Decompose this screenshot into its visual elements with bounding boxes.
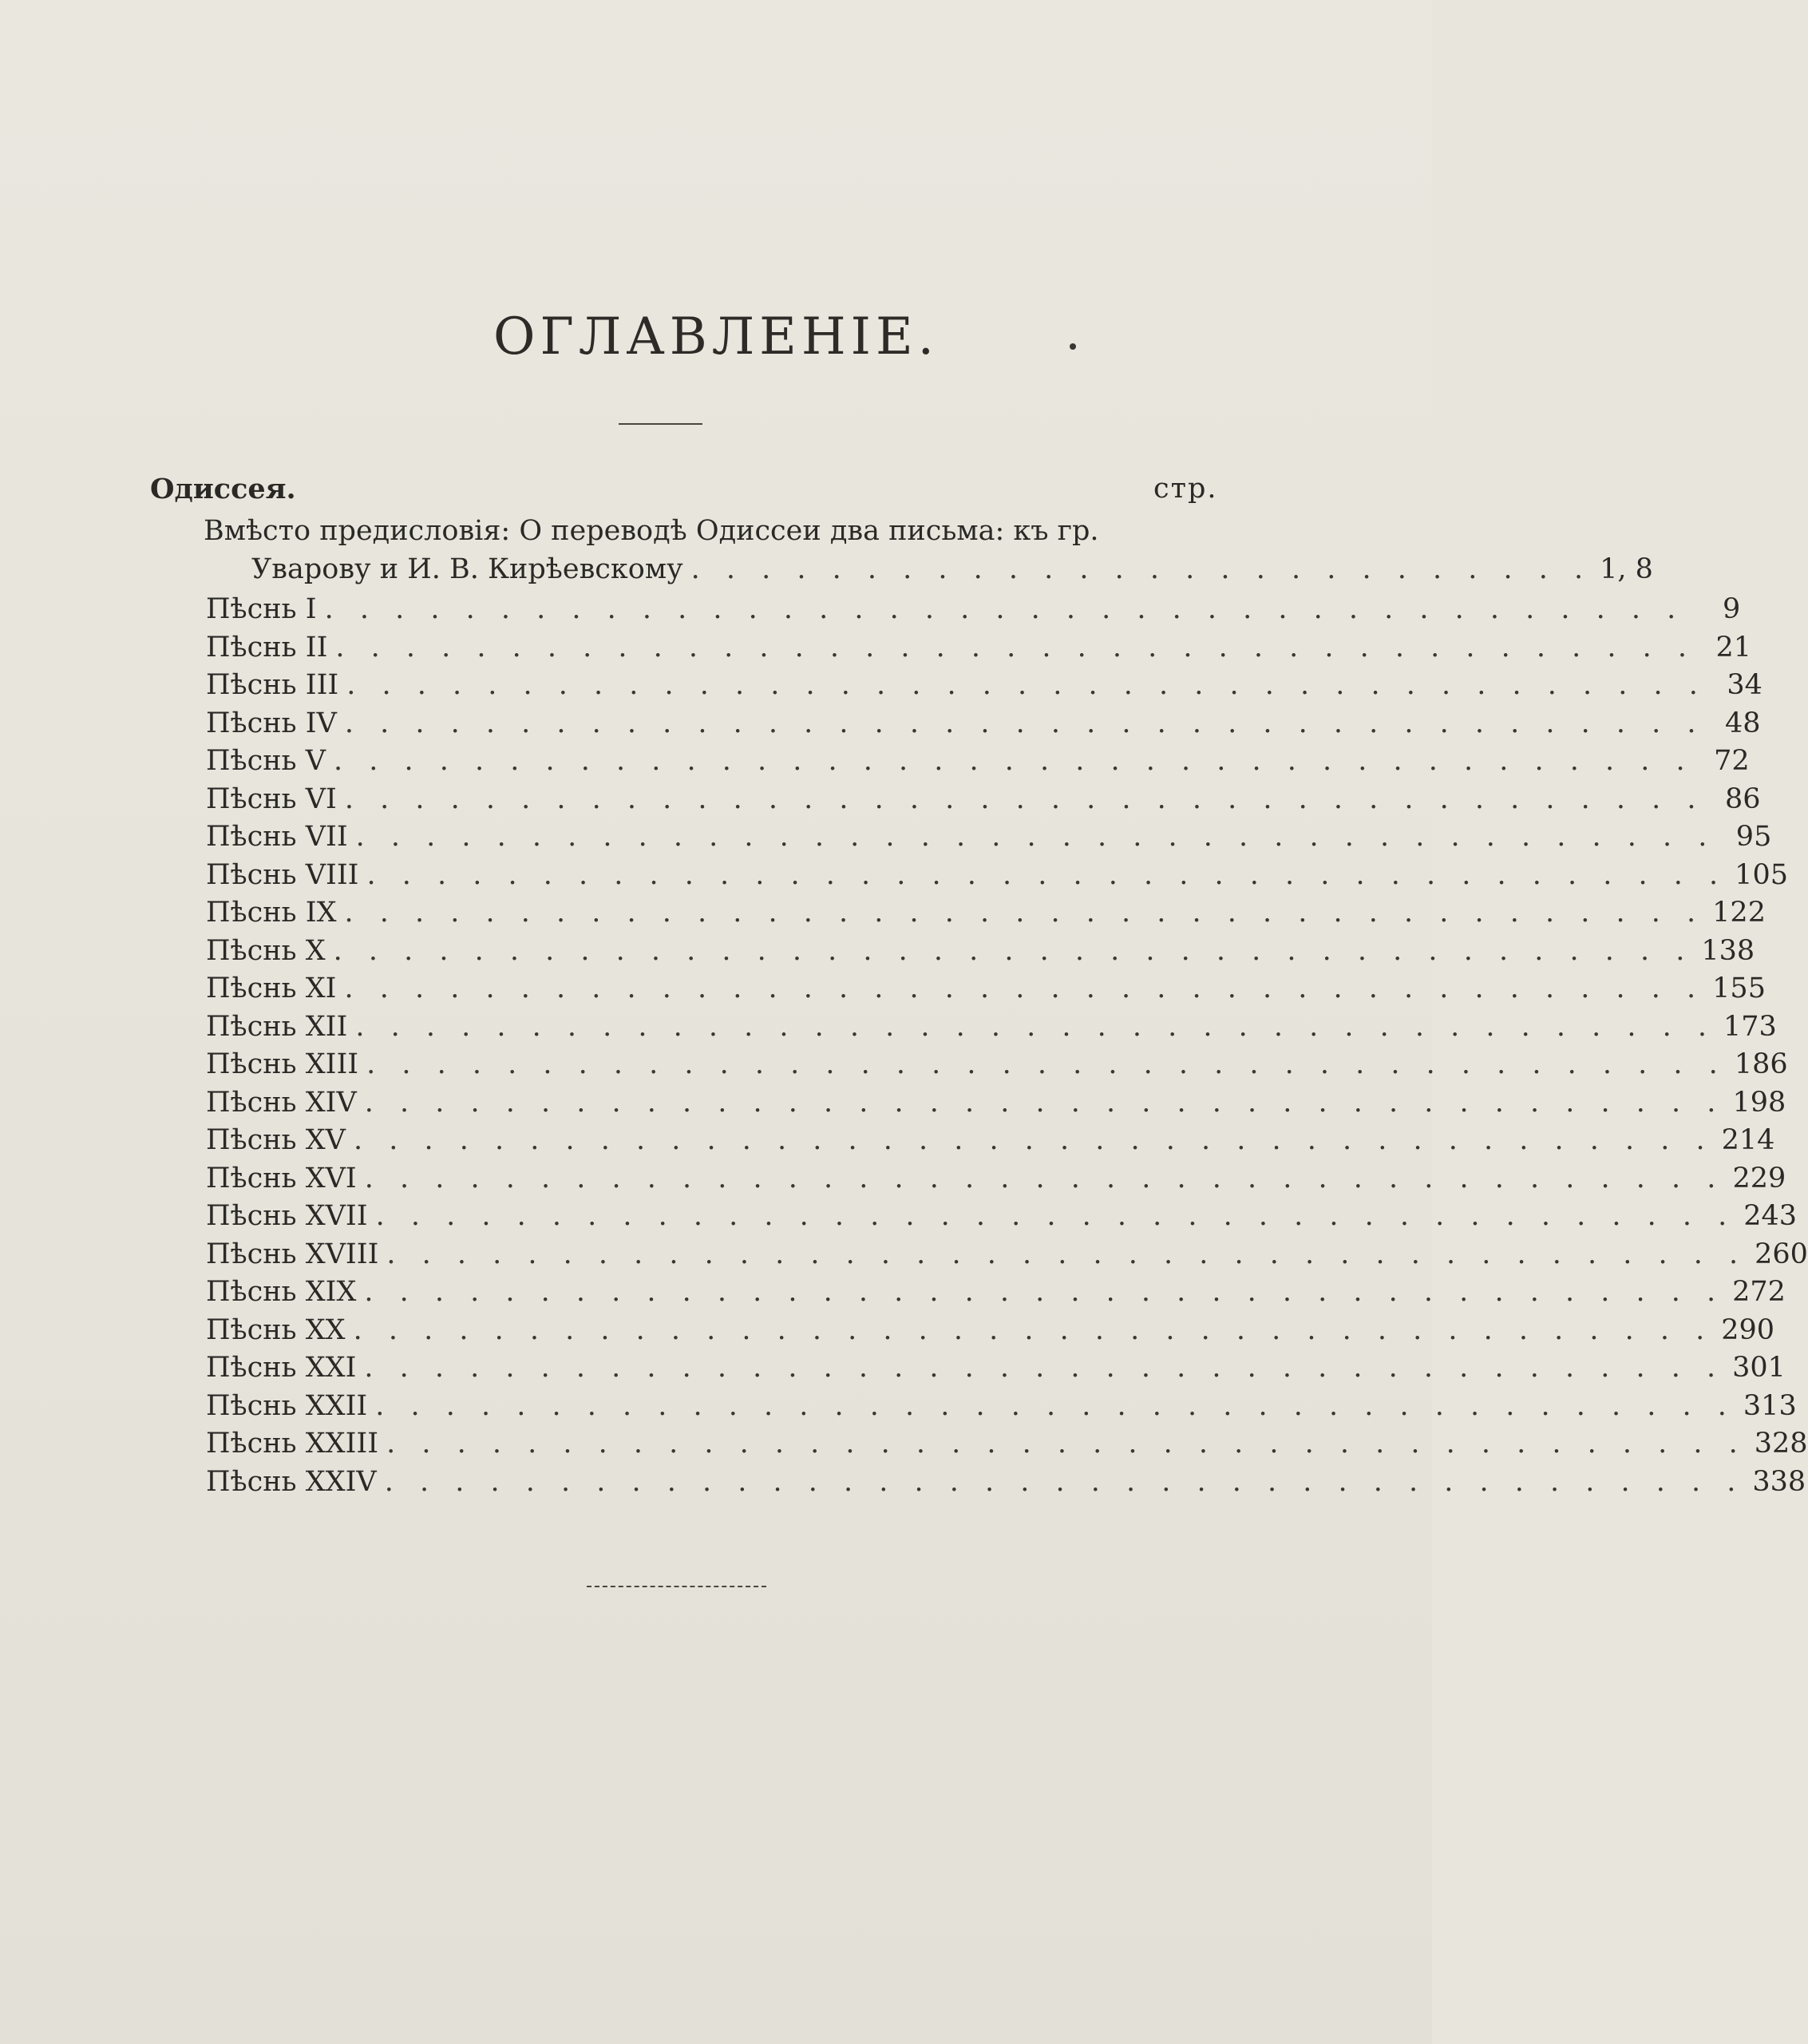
preface-line-2: [251, 553, 1653, 585]
leader-dots: . . . . . . . . . . . . . . . . . . . . . . . . . . . . . . . . . . . . . . .: [353, 1313, 1714, 1346]
toc-entry-label: Пѣснь IX: [206, 897, 337, 929]
preface-line-1: Вмѣсто предисловія: О переводѣ Одиссеи два письма: къ гр.: [204, 515, 1099, 547]
toc-entry-page: 105: [1735, 858, 1788, 891]
toc-entry-page: 313: [1743, 1389, 1797, 1422]
leader-dots: . . . . . . . . . . . . . . . . . . . . . . . . . . . . . . . . . . . . . . .: [324, 593, 1685, 625]
page-column-label: стр.: [1153, 473, 1218, 505]
toc-entry-label: Пѣснь XX: [206, 1313, 346, 1346]
toc-entry: [206, 934, 1755, 973]
leader-dots: . . . . . . . . . . . . . . . . . . . . . . . . . . . . . . . . . . . . . . .: [333, 934, 1694, 967]
toc-entry-label: Пѣснь XXII: [206, 1389, 368, 1422]
toc-entry: [206, 1200, 1798, 1238]
leader-dots: . . . . . . . . . . . . . . . . . . . . . . . . . . . . . . . . . . . . . . .: [355, 821, 1716, 853]
leader-dots: . . . . . . . . . . . . . . . . . . . . . . . . . . . . . . . . . . . . . . .: [375, 1200, 1736, 1232]
toc-entry-page: 338: [1752, 1465, 1806, 1498]
toc-entry-page: 72: [1714, 745, 1750, 777]
end-rule: [587, 1586, 766, 1587]
leader-dots: . . . . . . . . . . . . . . . . . . . . . . . . . . . . . . . . . . . . . . .: [344, 897, 1705, 929]
toc-entry-label: Пѣснь II: [206, 631, 328, 664]
toc-entry-label: Пѣснь XIII: [206, 1048, 359, 1080]
leader-dots: . . . . . . . . . . . . . . . . . . . . . . . . . . . . . . . . . . . . . . .: [386, 1428, 1747, 1460]
leader-dots: . . . . . . . . . . . . . . . . . . . . . . . . . . . . . . . . . . . . . . .: [375, 1389, 1735, 1422]
toc-entry: [206, 1465, 1806, 1504]
toc-entry: [206, 1313, 1775, 1353]
toc-entry-label: Пѣснь XXIV: [206, 1465, 377, 1498]
toc-entry-page: 9: [1722, 593, 1741, 625]
leader-dots: . . . . . . . . . . . . . . . . . . . . . . . . . . . . . . . . . . . . . . .: [386, 1238, 1747, 1270]
toc-entry-page: 21: [1715, 631, 1752, 664]
toc-entry: [206, 1428, 1808, 1466]
toc-entry-page: 48: [1724, 707, 1761, 739]
toc-entry-label: Пѣснь XXI: [206, 1352, 357, 1384]
toc-entry: [206, 1162, 1786, 1201]
toc-entry-page: 328: [1754, 1428, 1808, 1460]
toc-entry-label: Пѣснь XII: [206, 1010, 348, 1043]
toc-entry: [206, 972, 1766, 1011]
preface-pages: 1, 8: [1600, 553, 1653, 585]
toc-entry: [206, 1276, 1786, 1314]
toc-entry: [206, 593, 1741, 632]
leader-dots: . . . . . . . . . . . . . . . . . . . . . . . . . . . . . . . . . . . . . . .: [364, 1086, 1725, 1119]
toc-entry-page: 260: [1755, 1238, 1808, 1270]
section-heading: Одиссея.: [150, 473, 296, 505]
toc-entry: [206, 1238, 1808, 1277]
toc-entry-page: 198: [1732, 1086, 1786, 1119]
toc-list: [206, 593, 1808, 1503]
toc-entry-page: 95: [1735, 821, 1772, 853]
leader-dots: . . . . . . . . . . . . . . . . . . . . . . . . . . . . . . . . . . . . . . .: [344, 707, 1705, 739]
toc-entry-label: Пѣснь V: [206, 745, 326, 777]
toc-entry-page: 272: [1732, 1276, 1786, 1308]
toc-entry: [206, 745, 1750, 783]
toc-entry: [206, 897, 1766, 935]
toc-entry-label: Пѣснь III: [206, 669, 339, 701]
toc-entry-page: 122: [1712, 897, 1766, 929]
leader-dots: . . . . . . . . . . . . . . . . . . . . . . . . . . . . . . . . . . . . . . .: [364, 1352, 1725, 1384]
toc-entry: [206, 782, 1761, 822]
toc-entry-label: Пѣснь XV: [206, 1124, 346, 1156]
leader-dots: . . . . . . . . . . . . . . . . . . . . . . . . . . . . . . . . . . . . . . .: [364, 1276, 1725, 1308]
toc-entry-label: Пѣснь VII: [206, 821, 348, 853]
toc-entry-page: 34: [1727, 669, 1763, 701]
toc-entry: [206, 707, 1761, 746]
toc-entry-label: Пѣснь X: [206, 934, 326, 967]
toc-entry: [206, 631, 1752, 670]
toc-entry: [206, 1352, 1786, 1390]
leader-dots: . . . . . . . . . . . . . . . . . . . . . . . . . . . . . . . . . . . . . . .: [335, 631, 1696, 664]
toc-entry: [206, 1086, 1786, 1125]
toc-entry: [206, 1010, 1777, 1049]
leader-dots: . . . . . . . . . . . . . . . . . . . . . . . . . . . . . . . . . . . . . . .: [344, 782, 1705, 815]
toc-entry-label: Пѣснь I: [206, 593, 317, 625]
toc-entry: [206, 1389, 1797, 1428]
toc-entry-label: Пѣснь XIX: [206, 1276, 357, 1308]
toc-entry-page: 243: [1743, 1200, 1798, 1232]
leader-dots: . . . . . . . . . . . . . . . . . . . . . . . . . . . . . . . . . . . . . . .: [384, 1465, 1745, 1498]
leader-dots: . . . . . . . . . . . . . . . . . . . . . . . . . . . . . . . . . . . . . . .: [355, 1010, 1715, 1043]
leader-dots: . . . . . . . . . . . . . . . . . . . . . . . . . . . . . . . . . . . . . . .: [364, 1162, 1725, 1194]
preface-line-2-text: Уварову и И. В. Кирѣевскому: [251, 553, 683, 585]
toc-entry-page: 86: [1724, 782, 1761, 815]
toc-entry-label: Пѣснь VIII: [206, 858, 359, 891]
toc-entry: [206, 858, 1788, 897]
toc-entry-label: Пѣснь VI: [206, 782, 337, 815]
ink-dot: [1070, 343, 1076, 350]
toc-entry-page: 155: [1712, 972, 1766, 1004]
toc-entry-label: Пѣснь XIV: [206, 1086, 357, 1119]
toc-entry-page: 290: [1721, 1313, 1775, 1346]
toc-entry-label: Пѣснь IV: [206, 707, 337, 739]
leader-dots: . . . . . . . . . . . . . . . . . . . . . . . . . . . . . . . . . . . . . . .: [353, 1124, 1714, 1156]
toc-entry-page: 214: [1721, 1124, 1775, 1156]
title-rule: [619, 423, 702, 425]
toc-entry-page: 173: [1723, 1010, 1777, 1043]
toc-entry-label: Пѣснь XI: [206, 972, 337, 1004]
leader-dots: . . . . . . . . . . . . . . . . . . . . . . . . . . . . . . . . . . . . . . .: [334, 745, 1694, 777]
toc-entry-label: Пѣснь XXIII: [206, 1428, 379, 1460]
toc-entry-label: Пѣснь XVI: [206, 1162, 357, 1194]
toc-entry: [206, 1124, 1775, 1163]
toc-entry: [206, 1048, 1788, 1087]
toc-entry-label: Пѣснь XVIII: [206, 1238, 379, 1270]
toc-entry: [206, 669, 1763, 707]
toc-entry-page: 301: [1732, 1352, 1786, 1384]
page-title: ОГЛАВЛЕНІЕ.: [493, 307, 940, 366]
leader-dots: . . . . . . . . . . . . . . . . . . . . . . . . . . . . . . . . . . . . . . .: [346, 669, 1707, 701]
leader-dots: . . . . . . . . . . . . . . . . . . . . . . . . . . . . . . . . . . . . . . .: [366, 1048, 1727, 1080]
leader-dots: . . . . . . . . . . . . . . . . . . . . . . . . . . . . . . . . . . . . . . .: [366, 858, 1727, 891]
toc-entry-page: 186: [1734, 1048, 1788, 1080]
toc-entry-page: 229: [1732, 1162, 1786, 1194]
leader-dots: . . . . . . . . . . . . . . . . . . . . . . . . . .: [690, 553, 1592, 585]
toc-entry: [206, 821, 1772, 859]
leader-dots: . . . . . . . . . . . . . . . . . . . . . . . . . . . . . . . . . . . . . . .: [344, 972, 1705, 1004]
toc-entry-page: 138: [1701, 934, 1755, 967]
toc-entry-label: Пѣснь XVII: [206, 1200, 368, 1232]
